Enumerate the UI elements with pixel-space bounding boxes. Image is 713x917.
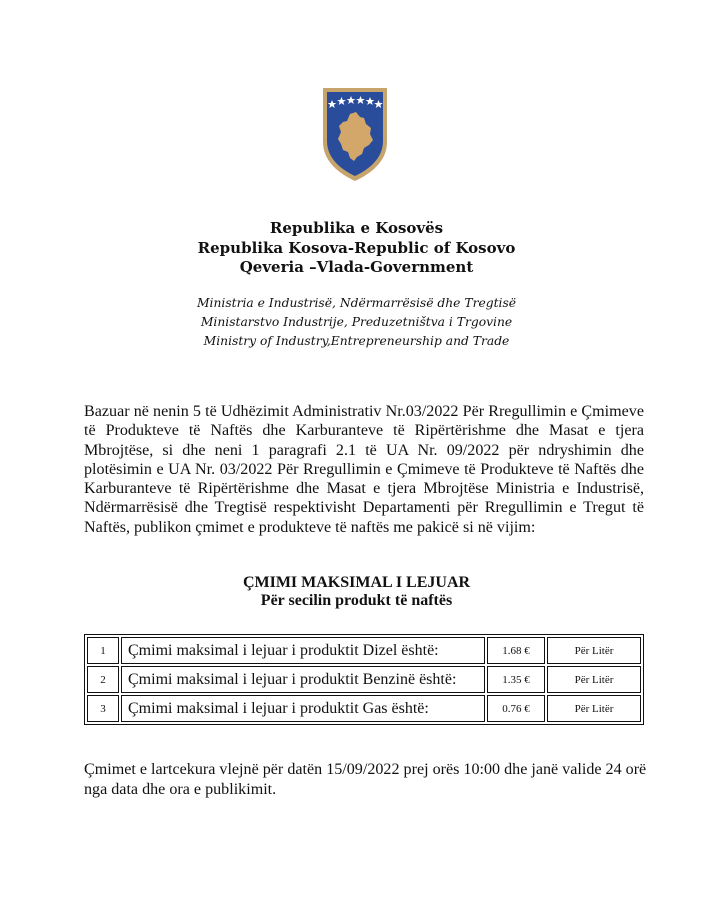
price-unit: Për Litër [547,666,641,693]
price-unit: Për Litër [547,695,641,722]
price-section-subtitle: Për secilin produkt të naftës [260,592,453,609]
price-table [84,634,644,725]
price-section-title: ÇMIMI MAKSIMAL I LEJUAR [242,574,471,591]
table-row [87,666,641,693]
ministry-titles [0,294,713,351]
price-unit: Për Litër [547,637,641,664]
product-description: Çmimi maksimal i lejuar i produktit Gas është: [121,695,485,722]
product-price: 0.76 € [487,695,545,722]
gov-title-line: Republika e Kosovës [269,219,444,237]
product-description: Çmimi maksimal i lejuar i produktit Dizel është: [121,637,485,664]
ministry-title-line: Ministria e Industrisë, Ndërmarrësisë dhe Tregtisë [196,296,517,310]
row-number: 3 [87,695,119,722]
validity-paragraph: Çmimet e lartcekura vlejnë për datën 15/09/2022 prej orës 10:00 dhe janë valide 24 orë nga data dhe ora e publikimit. [84,761,647,798]
product-price: 1.68 € [487,637,545,664]
row-number: 1 [87,637,119,664]
table-row [87,695,641,722]
price-section-heading [0,574,713,610]
intro-paragraph: Bazuar në nenin 5 të Udhëzimit Administrativ Nr.03/2022 Për Rregullimin e Çmimeve të Produkteve të Naftës dhe Karburanteve të Ripërtërishme dhe Masat e tjera Mbrojtëse, si dhe neni 1 paragrafi 2.1 të UA Nr. 09/2022 për ndryshimin dhe plotësimin e UA Nr. 03/2022 Për Rregullimin e Çmimeve të Produkteve të Naftës dhe Karburanteve të Ripërtërishme dhe Masat e tjera Mbrojtëse Ministria e Industrisë, Ndërmarrësisë dhe Tregtisë respektivisht Departamenti për Rregullimin e Tregut të Naftës, publikon çmimet e produkteve të naftës me pakicë si në vijim: [84,403,644,536]
government-titles [0,219,713,278]
table-row [87,637,641,664]
product-price: 1.35 € [487,666,545,693]
kosovo-coat-of-arms-icon [320,84,390,184]
gov-title-line: Qeveria –Vlada-Government [239,258,474,276]
ministry-title-line: Ministry of Industry,Entrepreneurship and Trade [203,334,510,348]
gov-title-line: Republika Kosova-Republic of Kosovo [197,238,516,257]
row-number: 2 [87,666,119,693]
ministry-title-line: Ministarstvo Industrije, Preduzetništva i Trgovine [200,315,513,329]
product-description: Çmimi maksimal i lejuar i produktit Benzinë është: [121,666,485,693]
